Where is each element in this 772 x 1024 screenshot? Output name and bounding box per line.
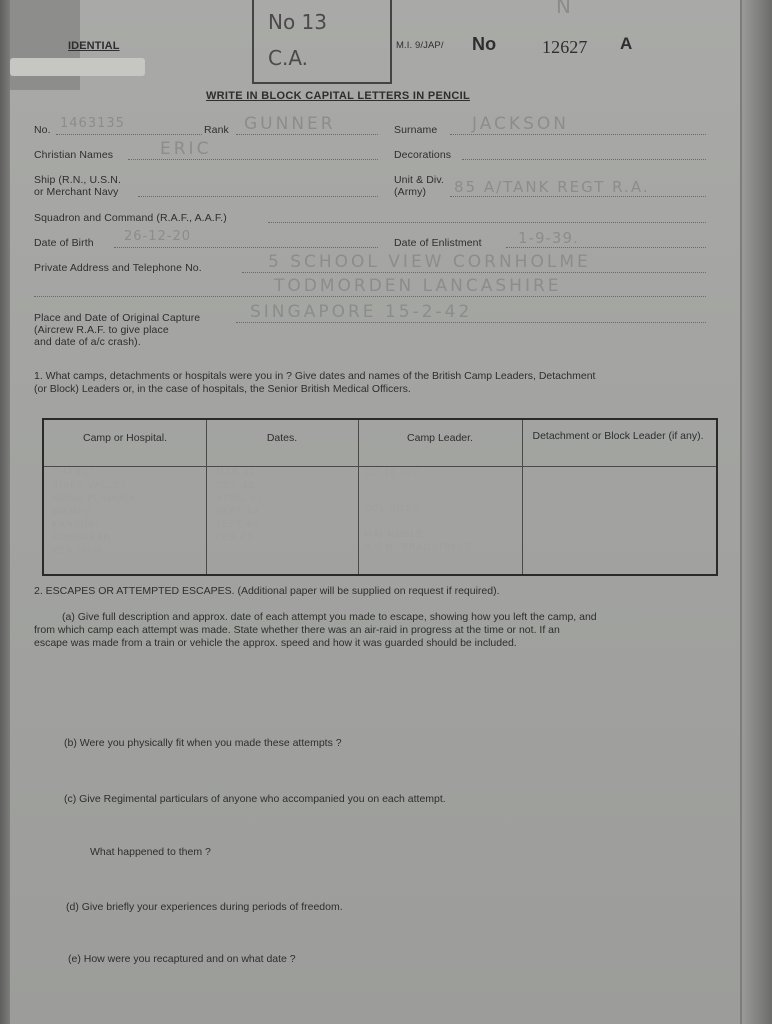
treasury-tag-strip (10, 58, 145, 76)
top-pencil-mark: N (556, 0, 574, 18)
q2a-text-2: from which camp each attempt was made. State whether there was an air-raid in progress at the time or not. If an (34, 624, 560, 636)
table-cell-camp: SONGKRAN (52, 533, 112, 543)
christian-names-label: Christian Names (34, 149, 114, 161)
dob-value: 26-12-20 (124, 229, 192, 244)
table-cell-leader: MAJ NOBLE (364, 530, 424, 540)
th-leader: Camp Leader. (407, 432, 473, 444)
q1-text: 1. What camps, detachments or hospitals were you in ? Give dates and names of the British Camp Leaders, Detachment (34, 370, 596, 382)
no-field-line (56, 134, 202, 135)
q2d-text: (d) Give briefly your experiences during periods of freedom. (66, 901, 343, 913)
q2e-text: (e) How were you recaptured and on what date ? (68, 953, 296, 965)
stacked-pages-edge (742, 0, 772, 1024)
table-cell-leader: CO 18 DIV (364, 468, 420, 478)
address-value-2: TODMORDEN LANCASHIRE (274, 276, 562, 296)
address-label: Private Address and Telephone No. (34, 262, 202, 274)
address-line-1 (242, 272, 706, 273)
enlistment-line (506, 247, 706, 248)
capture-label-2: (Aircrew R.A.F. to give place (34, 324, 169, 336)
ref-label: M.I. 9/JAP/ (396, 40, 444, 51)
unit-value: 85 A/TANK REGT R.A. (454, 178, 650, 196)
table-cell-date: APRIL 43 (216, 494, 264, 504)
decorations-line (462, 159, 706, 160)
table-cell-camp: WAMPO (52, 507, 92, 517)
table-cell-date: FEB 45 (216, 533, 254, 543)
enlistment-value: 1-9-39. (518, 229, 579, 247)
dob-label: Date of Birth (34, 237, 94, 249)
stamp-number: No 13 (268, 10, 328, 34)
table-header-divider (44, 466, 716, 467)
christian-names-value: ERIC (160, 139, 212, 159)
q2c-followup: What happened to them ? (90, 846, 211, 858)
squadron-label: Squadron and Command (R.A.F., A.A.F.) (34, 212, 227, 224)
capture-label: Place and Date of Original Capture (34, 312, 201, 324)
table-cell-camp: NONG PLADUCK (52, 494, 137, 504)
th-camp: Camp or Hospital. (82, 432, 168, 444)
table-cell-date: SEPT 43 (216, 507, 260, 517)
table-cell-camp: RIVER VALLEY (52, 481, 127, 491)
dob-line (114, 247, 378, 248)
th-detachment: Detachment or Block Leader (if any). (532, 430, 704, 442)
table-cell-date: SEPT 44 (216, 520, 260, 530)
q1-text-2: (or Block) Leaders or, in the case of hospitals, the Senior British Medical Officers. (34, 383, 411, 395)
christian-names-line (128, 159, 378, 160)
rank-label: Rank (204, 124, 229, 136)
q2a-text: (a) Give full description and approx. date of each attempt you made to escape, showing how you left the camp, and (62, 611, 597, 623)
camps-table (42, 418, 718, 576)
q2-title: 2. ESCAPES OR ATTEMPTED ESCAPES. (Additional paper will be supplied on request if required). (34, 585, 500, 597)
form-sheet (10, 0, 740, 1024)
address-line-2 (34, 296, 706, 297)
capture-line (236, 322, 706, 323)
enlistment-label: Date of Enlistment (394, 237, 482, 249)
form-instruction: WRITE IN BLOCK CAPITAL LETTERS IN PENCIL (206, 90, 470, 102)
capture-label-3: and date of a/c crash). (34, 336, 141, 348)
surname-value: JACKSON (472, 114, 569, 134)
table-cell-camp: KEN LIAN (52, 546, 102, 556)
stamp-box (252, 0, 392, 84)
q2b-text: (b) Were you physically fit when you made these attempts ? (64, 737, 342, 749)
ref-number: 12627 (542, 37, 588, 57)
ship-line (138, 196, 378, 197)
ship-label-2: or Merchant Navy (34, 186, 119, 198)
table-cell-date: OCT 42 (216, 481, 256, 491)
table-cell-date: MAR 42 (216, 468, 257, 478)
service-number: 1463135 (60, 116, 125, 131)
rank-value: GUNNER (244, 114, 336, 134)
decorations-label: Decorations (394, 149, 452, 161)
surname-line (450, 134, 706, 135)
unit-line (450, 196, 706, 197)
stamp-code: C.A. (268, 46, 309, 70)
capture-value: SINGAPORE 15-2-42 (250, 302, 473, 322)
unit-label: Unit & Div. (394, 174, 444, 186)
ship-label: Ship (R.N., U.S.N. (34, 174, 121, 186)
table-cell-camp: KANBURI (52, 520, 100, 530)
th-dates: Dates. (266, 432, 298, 444)
no-label: No (472, 34, 497, 54)
table-column-divider (522, 420, 523, 574)
surname-label: Surname (394, 124, 438, 136)
classification-label: IDENTIAL (68, 40, 120, 52)
squadron-line (268, 222, 706, 223)
table-cell-camp: CHANGI (52, 468, 94, 478)
unit-label-2: (Army) (394, 186, 427, 198)
ref-suffix: A (620, 34, 633, 53)
q2a-text-3: escape was made from a train or vehicle the approx. speed and how it was guarded should be included. (34, 637, 517, 649)
no-field-label: No. (34, 124, 51, 136)
rank-line (236, 134, 378, 135)
address-value-1: 5 SCHOOL VIEW CORNHOLME (268, 252, 591, 272)
q2c-text: (c) Give Regimental particulars of anyone who accompanied you on each attempt. (64, 793, 446, 805)
table-cell-leader: COL RILEY (364, 504, 420, 514)
table-cell-leader: R.S.M. BRADSTREET (364, 543, 472, 553)
